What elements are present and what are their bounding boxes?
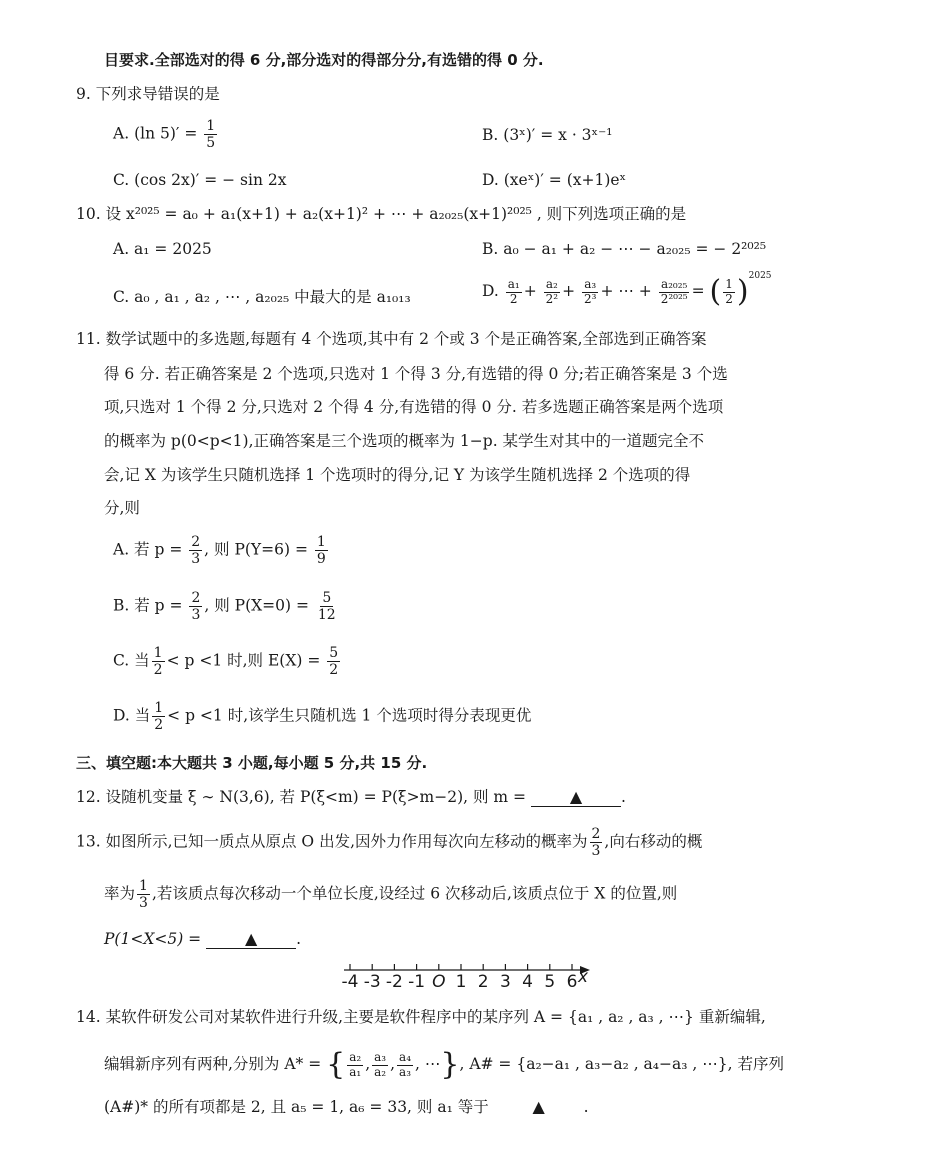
q10-option-c: C. a₀ , a₁ , a₂ , ⋯ , a₂₀₂₅ 中最大的是 a₁₀₁₃: [113, 288, 411, 306]
number-line-label: 1: [455, 972, 467, 992]
number-line-label: 3: [499, 972, 511, 992]
q9-option-c: C. (cos 2x)′ = − sin 2x: [113, 171, 287, 189]
number-line-label: -1: [408, 972, 426, 992]
axis-label: x: [578, 967, 589, 987]
number-line-label: 5: [544, 972, 556, 992]
q10-option-b: B. a₀ − a₁ + a₂ − ⋯ − a₂₀₂₅ = − 2²⁰²⁵: [482, 240, 767, 258]
q11-line-2: 得 6 分. 若正确答案是 2 个选项,只选对 1 个得 3 分,有选错的得 0 分;若正确答案是 3 个选: [104, 365, 728, 383]
q9-option-b: B. (3ˣ)′ = x · 3ˣ⁻¹: [482, 126, 613, 144]
q11-line-4: 的概率为 p(0<p<1),正确答案是三个选项的概率为 1−p. 某学生对其中的一道题完全不: [104, 432, 705, 450]
q12: 12. 设随机变量 ξ ∼ N(3,6), 若 P(ξ<m) = P(ξ>m−2), 则 m = ▲ .: [76, 787, 626, 806]
q11-line-1: 11. 数学试题中的多选题,每题有 4 个选项,其中有 2 个或 3 个是正确答案,全部选到正确答案: [76, 330, 707, 348]
answer-blank[interactable]: ▲: [531, 789, 621, 807]
number-line-label: 6: [566, 972, 578, 992]
q9-option-a: A. (ln 5)′ = $\frac{1}{5}$: [113, 118, 216, 152]
q11-line-3: 项,只选对 1 个得 2 分,只选对 2 个得 4 分,有选错的得 0 分. 若多选题正确答案是两个选项: [104, 398, 724, 416]
number-line-label: -3: [363, 972, 381, 992]
q9-stem: 9. 下列求导错误的是: [76, 85, 220, 103]
q10-option-d: D. $\frac{\text{a₁}}{2}$ + $\frac{\text{a₂}}{\text{2²}}$ + $\frac{\text{a₃}}{\text{2³}}$ + ⋯ + $\frac{\text{a₂₀₂₅}}{\text{2²⁰²⁵}}$ = ( $\frac{1}{2}$ )$^{2025}$: [482, 271, 772, 309]
answer-blank[interactable]: ▲: [532, 1097, 545, 1116]
q9-option-d: D. (xeˣ)′ = (x+1)eˣ: [482, 171, 627, 189]
q14-line-1: 14. 某软件研发公司对某软件进行升级,主要是软件程序中的某序列 A = {a₁ , a₂ , a₃ , ⋯} 重新编辑,: [76, 1008, 766, 1026]
number-line-label: 4: [522, 972, 534, 992]
number-line-label: -4: [341, 972, 359, 992]
q10-stem: 10. 设 x²⁰²⁵ = a₀ + a₁(x+1) + a₂(x+1)² + ⋯ + a₂₀₂₅(x+1)²⁰²⁵ , 则下列选项正确的是: [76, 205, 687, 223]
number-line-label: 2: [477, 972, 489, 992]
q11-option-c: C. 当 $\frac{1}{2}$ < p <1 时,则 E(X) = $\frac{5}{2}$: [113, 645, 339, 679]
q11-option-d: D. 当 $\frac{1}{2}$ < p <1 时,该学生只随机选 1 个选项时得分表现更优: [113, 700, 532, 734]
q13-line-2: 率为 $\frac{1}{3}$ ,若该质点每次移动一个单位长度,设经过 6 次移动后,该质点位于 X 的位置,则: [104, 878, 678, 912]
q10-option-a: A. a₁ = 2025: [113, 240, 212, 258]
number-line-label: -2: [385, 972, 403, 992]
number-line-label: O: [432, 972, 446, 992]
number-line-figure: [338, 960, 598, 994]
answer-blank[interactable]: ▲: [206, 931, 296, 949]
q11-line-6: 分,则: [104, 499, 140, 517]
q11-option-a: A. 若 p = $\frac{2}{3}$ , 则 P(Y=6) = $\frac{1}{9}$: [113, 534, 326, 568]
instruction-line: 目要求.全部选对的得 6 分,部分选对的得部分分,有选错的得 0 分.: [104, 51, 544, 69]
q14-line-2: 编辑新序列有两种,分别为 A* = { $\frac{\text{a₂}}{\text{a₁}}$ , $\frac{\text{a₃}}{\text{a₂}}$ , $\frac{\text{a₄}}{\text{a₃}}$ , ⋯}, A# = {a₂−a₁ , a₃−a₂ , a₄−a₃ , ⋯}, 若序列: [104, 1047, 784, 1082]
q13-line-1: 13. 如图所示,已知一质点从原点 O 出发,因外力作用每次向左移动的概率为 $\frac{2}{3}$ ,向右移动的概: [76, 826, 703, 860]
section-title: 三、填空题:本大题共 3 小题,每小题 5 分,共 15 分.: [76, 754, 428, 772]
q13-line-3: P(1<X<5) = ▲ .: [104, 929, 302, 948]
q11-option-b: B. 若 p = $\frac{2}{3}$ , 则 P(X=0) = $\frac{5}{12}$: [113, 590, 336, 624]
q14-line-3: (A#)* 的所有项都是 2, 且 a₅ = 1, a₆ = 33, 则 a₁ 等于 ▲ .: [104, 1097, 589, 1116]
q11-line-5: 会,记 X 为该学生只随机选择 1 个选项时的得分,记 Y 为该学生随机选择 2 个选项的得: [104, 466, 691, 484]
